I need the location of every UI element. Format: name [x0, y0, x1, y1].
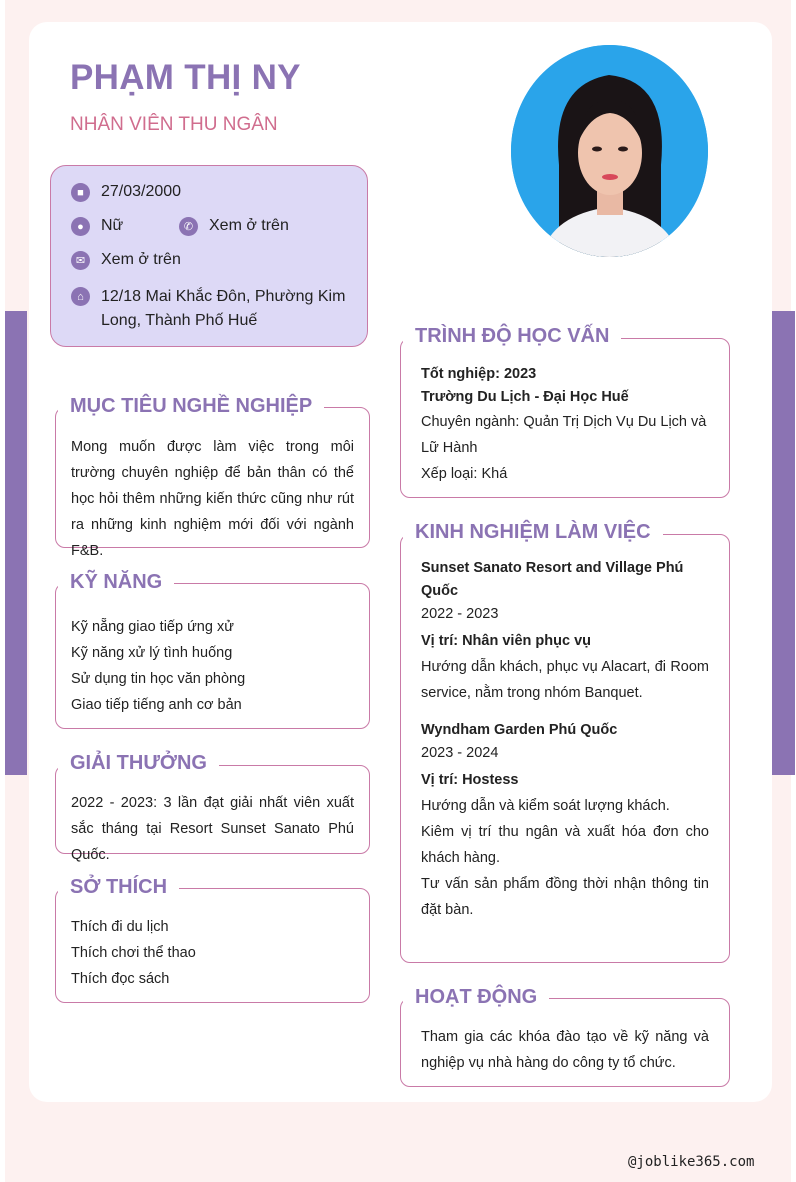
phone-icon: ✆ — [179, 217, 198, 236]
activities-heading: HOẠT ĐỘNG — [403, 986, 549, 1009]
activities-section — [400, 998, 730, 1087]
candidate-title: NHÂN VIÊN THU NGÂN — [70, 114, 278, 135]
graduation-year: Tốt nghiệp: 2023 — [421, 366, 537, 382]
job-description: Kiêm vị trí thu ngân và xuất hóa đơn cho khách hàng. — [421, 824, 709, 866]
job-period: 2022 - 2023 — [421, 606, 499, 622]
activities-text: Tham gia các khóa đào tạo về kỹ năng và nghiệp vụ nhà hàng do công ty tổ chức. — [421, 1029, 709, 1071]
left-accent-band — [5, 311, 27, 775]
hobby-item: Thích đọc sách — [71, 971, 170, 987]
job-position: Vị trí: Hostess — [421, 772, 519, 788]
hobby-item: Thích chơi thể thao — [71, 945, 196, 961]
skill-item: Giao tiếp tiếng anh cơ bản — [71, 697, 242, 713]
phone: Xem ở trên — [209, 217, 289, 234]
profile-photo — [511, 45, 708, 257]
job-position: Vị trí: Nhân viên phục vụ — [421, 633, 591, 649]
objective-heading: MỤC TIÊU NGHỀ NGHIỆP — [58, 395, 324, 418]
objective-text: Mong muốn được làm việc trong môi trường chuyên nghiệp để bản thân có thể học hỏi thêm những kiến thức cũng như rút ra những kinh nghiệm mới đối với ngành F&B. — [71, 439, 354, 559]
skill-item: Kỹ nẵng giao tiếp ứng xử — [71, 619, 234, 635]
awards-text: 2022 - 2023: 3 lần đạt giải nhất viên xuất sắc tháng tại Resort Sunset Sanato Phú Quốc. — [71, 795, 354, 863]
address — [101, 285, 345, 333]
watermark: @joblike365.com — [628, 1154, 755, 1170]
experience-section — [400, 534, 730, 963]
skills-section — [55, 583, 370, 729]
email: Xem ở trên — [101, 251, 181, 268]
education-heading: TRÌNH ĐỘ HỌC VẤN — [403, 325, 621, 348]
job-description: Tư vấn sản phẩm đồng thời nhận thông tin đặt bàn. — [421, 876, 709, 918]
objective-section — [55, 407, 370, 559]
email-icon: ✉ — [71, 251, 90, 270]
hobbies-section — [55, 888, 370, 1003]
gender: Nữ — [101, 217, 124, 234]
hobby-item: Thích đi du lịch — [71, 919, 169, 935]
job-period: 2023 - 2024 — [421, 745, 499, 761]
home-icon: ⌂ — [71, 287, 90, 306]
candidate-name: PHẠM THỊ NY — [70, 58, 301, 97]
skill-item: Kỹ năng xử lý tình huống — [71, 645, 233, 661]
job-description: Hướng dẫn và kiểm soát lượng khách. — [421, 798, 670, 814]
contact-info-box — [50, 165, 368, 347]
gender-icon: ● — [71, 217, 90, 236]
awards-section — [55, 765, 370, 863]
experience-heading: KINH NGHIỆM LÀM VIỆC — [403, 521, 663, 544]
major: Chuyên ngành: Quản Trị Dịch Vụ Du Lịch và Lữ Hành — [421, 414, 707, 456]
job-description: Hướng dẫn khách, phục vụ Alacart, đi Room service, nằm trong nhóm Banquet. — [421, 659, 709, 701]
job-company: Sunset Sanato Resort and Village Phú Quốc — [421, 560, 684, 599]
awards-heading: GIẢI THƯỞNG — [58, 752, 219, 775]
skills-heading: KỸ NĂNG — [58, 571, 174, 594]
job-company: Wyndham Garden Phú Quốc — [421, 722, 618, 738]
skill-item: Sử dụng tin học văn phòng — [71, 671, 246, 687]
right-accent-band — [772, 311, 795, 775]
birth-date: 27/03/2000 — [101, 183, 182, 200]
address-line-1: 12/18 Mai Khắc Đôn, Phường Kim — [101, 288, 346, 305]
calendar-icon: ■ — [71, 183, 90, 202]
school-name: Trường Du Lịch - Đại Học Huế — [421, 389, 629, 405]
rank: Xếp loại: Khá — [421, 466, 508, 482]
education-section — [400, 338, 730, 498]
address-line-2: Long, Thành Phố Huế — [101, 312, 258, 329]
hobbies-heading: SỞ THÍCH — [58, 876, 179, 899]
